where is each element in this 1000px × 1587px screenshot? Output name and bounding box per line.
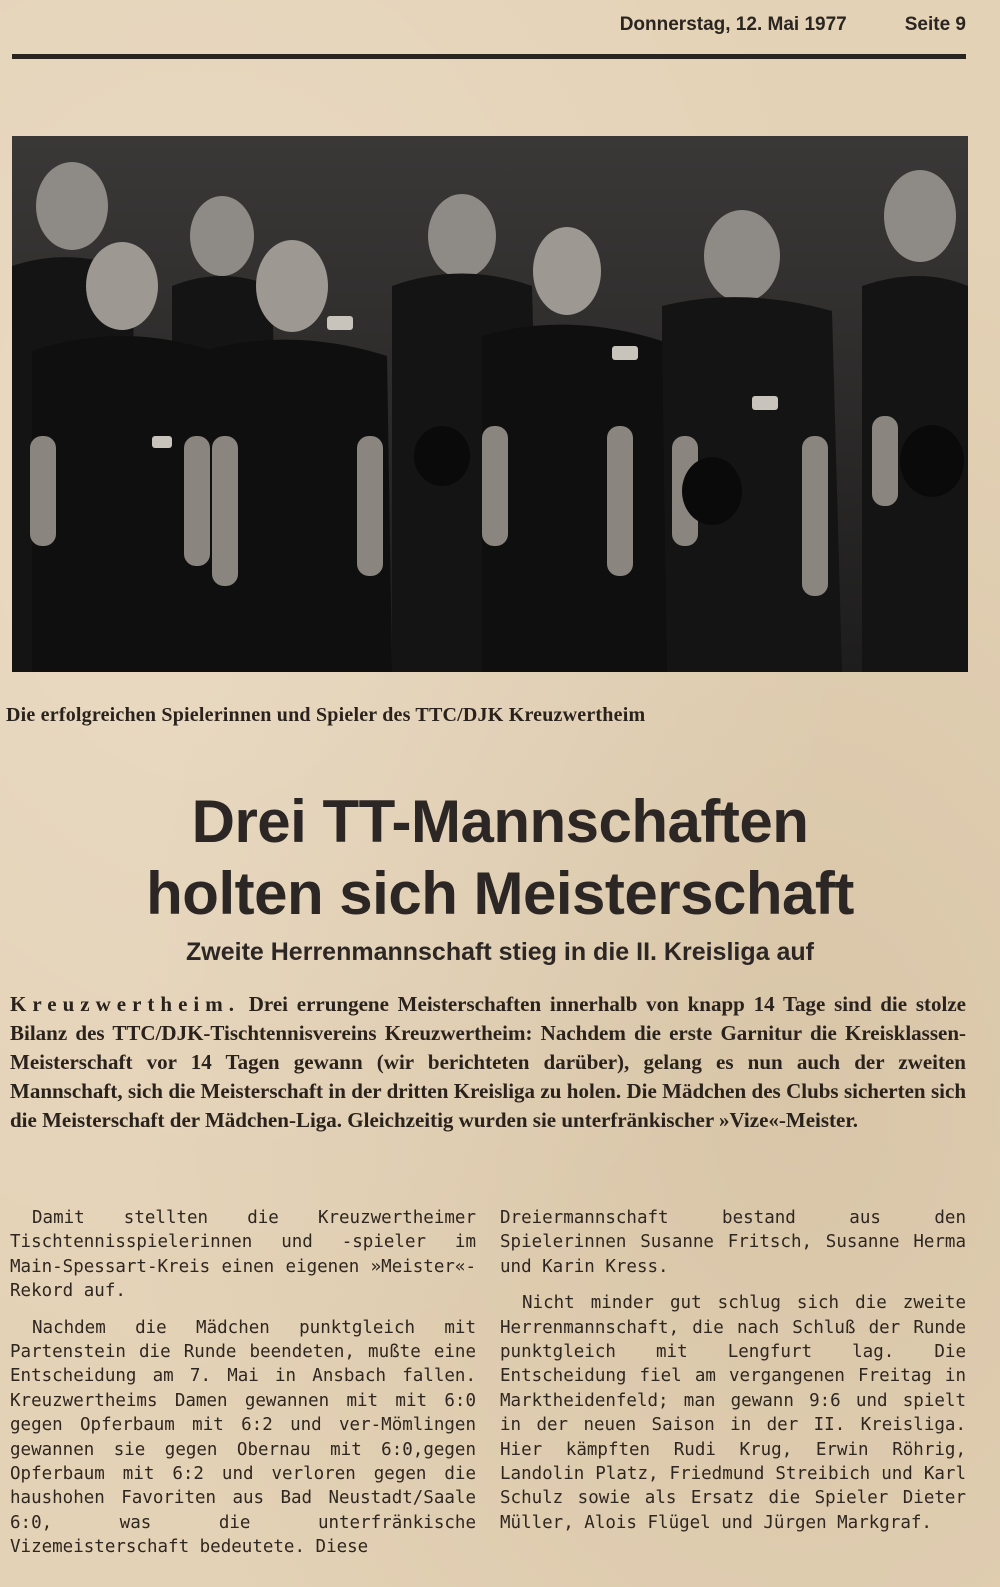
issue-date: Donnerstag, 12. Mai 1977 [619,14,847,35]
body-paragraph: Nicht minder gut schlug sich die zweite Herrenmannschaft, die nach Schluß der Runde punktgleich mit Lengfurt lag. Die Entscheidung fiel am vergangenen Freitag in Marktheidenfeld; man gewann 9:6 und spielt in der neuen Saison in der II. Kreisliga. Hier kämpften Rudi Krug, Erwin Röhrig, Landolin Platz, Friedmund Streibich und Karl Schulz sowie als Ersatz die Spieler Dieter Müller, Alois Flügel und Jürgen Markgraf. [500,1293,966,1533]
lead-paragraph [10,990,966,1135]
body-paragraph: Damit stellten die Kreuzwertheimer Tischtennisspielerinnen und -spieler im Main-Spessart-Kreis einen eigenen »Meister«- Rekord auf. [10,1208,476,1302]
page-header [14,14,966,36]
body-column-right [500,1206,966,1547]
photo-caption: Die erfolgreichen Spielerinnen und Spieler des TTC/DJK Kreuzwertheim [6,704,646,726]
lead-text: Drei errungene Meisterschaften innerhalb von knapp 14 Tage sind die stolze Bilanz des TTC/DJK-Tischtennisvereins Kreuzwertheim: Nachdem die erste Garnitur die Kreisklassen-Meisterschaft vor 14 Tagen gewann (wir berichteten darüber), gelang es nun auch der zweiten Mannschaft, sich die Meisterschaft in der dritten Kreisliga zu holen. Die Mädchen des Clubs sicherten sich die Meisterschaft der Mädchen-Liga. Gleichzeitig wurden sie unterfränkischer »Vize«-Meister. [10,992,966,1132]
dateline: Kreuzwertheim. [10,992,240,1016]
team-photo [12,136,968,672]
page-number: Seite 9 [904,14,966,35]
subheadline: Zweite Herrenmannschaft stieg in die II. Kreisliga auf [186,938,814,966]
body-paragraph: Dreiermannschaft bestand aus den Spielerinnen Susanne Fritsch, Susanne Herma und Karin Kress. [500,1208,966,1277]
body-column-left [10,1206,476,1572]
headline-line-2: holten sich Meisterschaft [146,860,854,927]
team-photo-illustration [12,136,968,672]
body-paragraph: Nachdem die Mädchen punktgleich mit Partenstein die Runde beendeten, mußte eine Entscheidung am 7. Mai in Ansbach fallen. Kreuzwertheims Damen gewannen mit mit 6:0 gegen Opferbaum mit 6:2 und ver-Mömlingen gewannen sie gegen Obernau mit 6:0,gegen Opferbaum mit 6:2 und verloren gegen die haushohen Favoriten aus Bad Neustadt/Saale 6:0, was die unterfränkische Vizemeisterschaft bedeutete. Diese [10,1317,476,1558]
header-rule [12,54,966,59]
headline [0,786,1000,930]
headline-line-1: Drei TT-Mannschaften [191,788,809,855]
